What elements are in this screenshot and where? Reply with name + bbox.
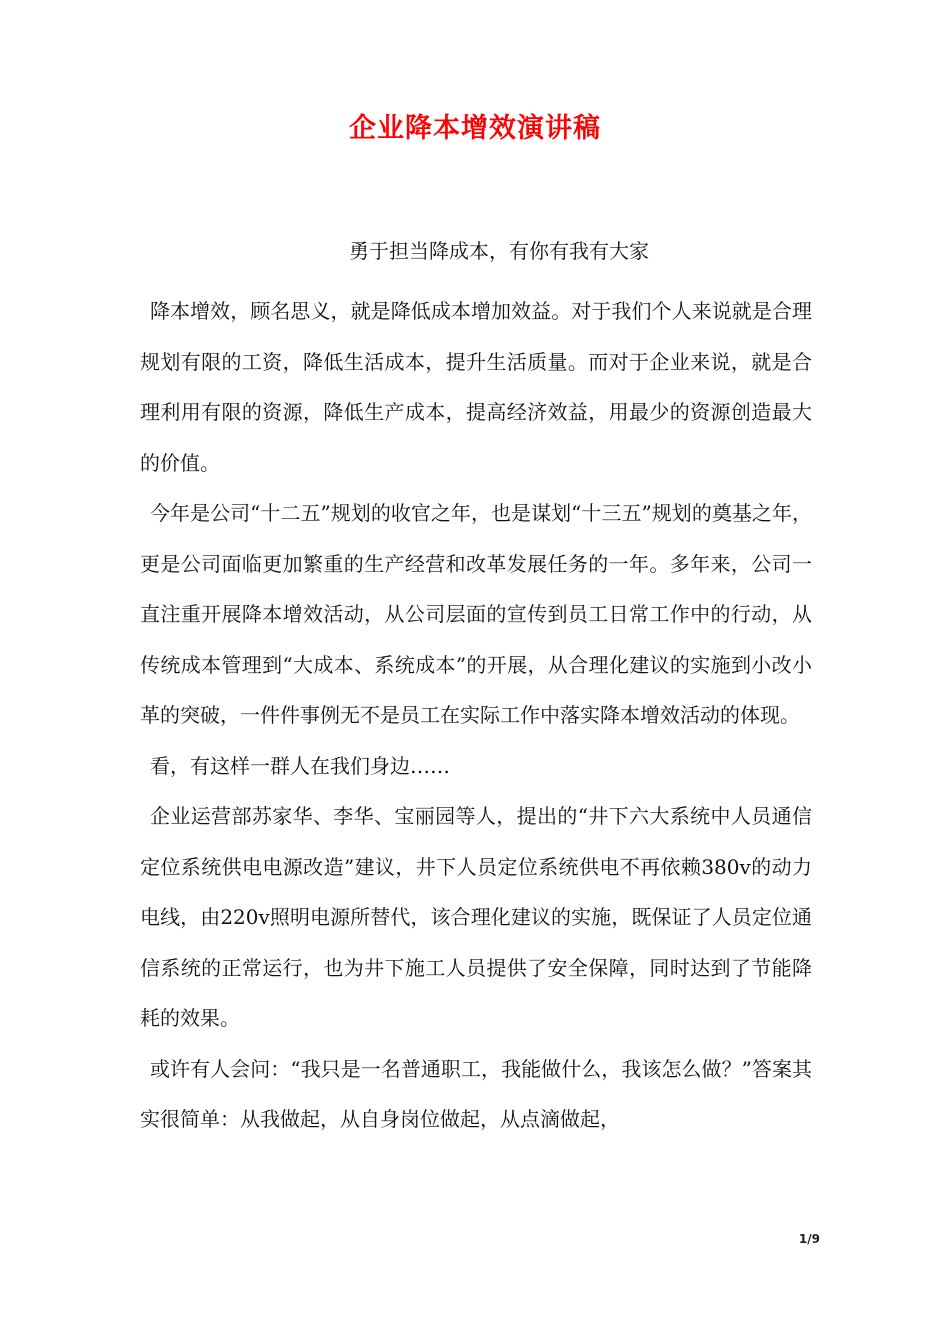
page-separator: / (807, 1232, 812, 1246)
body-paragraph: 今年是公司“十二五”规划的收官之年，也是谋划“十三五”规划的奠基之年，更是公司面临更加繁重的生产经营和改革发展任务的一年。多年来，公司一直注重开展降本增效活动，从公司层面的宣传到员工日常工作中的行动，从传统成本管理到“大成本、系统成本”的开展，从合理化建议的实施到小改小革的突破，一件件事例无不是员工在实际工作中落实降本增效活动的体现。 (140, 501, 812, 727)
body-paragraph: 降本增效，顾名思义，就是降低成本增加效益。对于我们个人来说就是合理规划有限的工资，降低生活成本，提升生活质量。而对于企业来说，就是合理利用有限的资源，降低生产成本，提高经济效益，用最少的资源创造最大的价值。 (140, 299, 812, 475)
document-title: 企业降本增效演讲稿 (349, 113, 601, 144)
document-subtitle: 勇于担当降成本，有你有我有大家 (349, 239, 649, 263)
page-number (760, 1232, 820, 1246)
total-page-count: 9 (811, 1232, 820, 1246)
body-paragraph: 看，有这样一群人在我们身边…… (150, 753, 450, 778)
document-body (140, 286, 812, 1145)
current-page-number: 1 (798, 1232, 808, 1246)
body-paragraph: 企业运营部苏家华、李华、宝丽园等人，提出的“井下六大系统中人员通信定位系统供电电源改造”建议，井下人员定位系统供电不再依赖380v的动力电线，由220v照明电源所替代，该合理化建议的实施，既保证了人员定位通信系统的正常运行，也为井下施工人员提供了安全保障，同时达到了节能降耗的效果。 (140, 804, 812, 1030)
body-paragraph: 或许有人会问：“我只是一名普通职工，我能做什么，我该怎么做？”答案其实很简单：从我做起，从自身岗位做起，从点滴做起， (140, 1056, 812, 1131)
